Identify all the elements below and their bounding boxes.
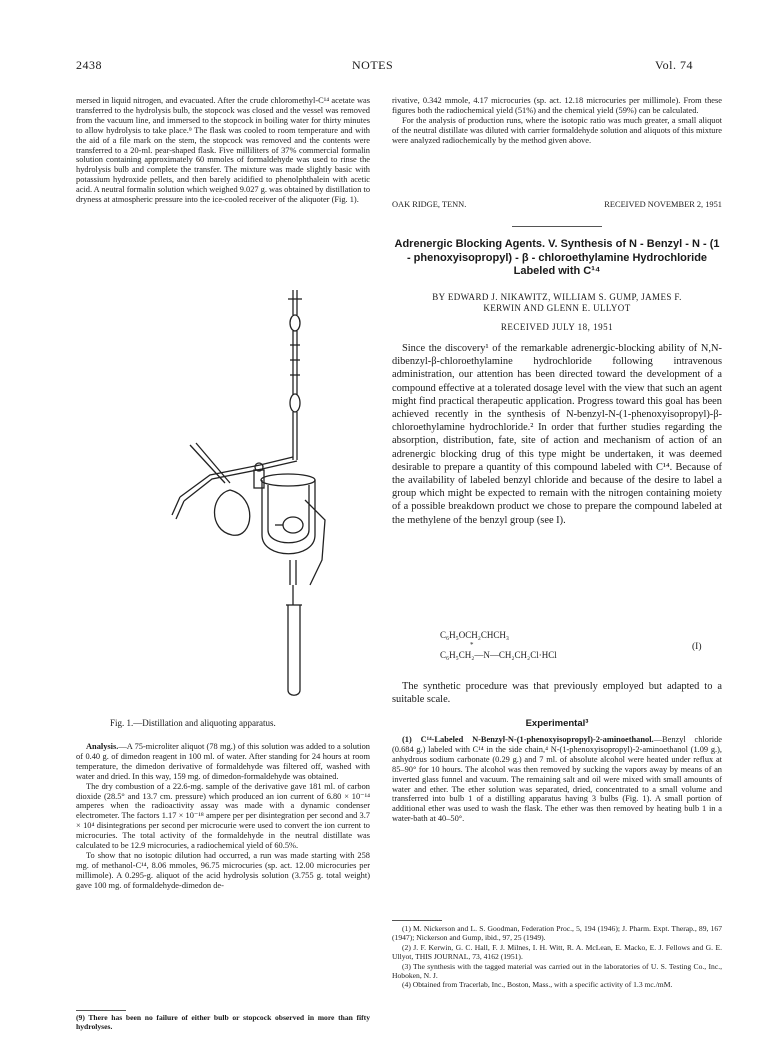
formula-line-2: C₆H₅CH₂—N—CH₂CH₂Cl·HCl xyxy=(440,650,557,660)
footnote: (1) M. Nickerson and L. S. Goodman, Federation Proc., 5, 194 (1946); J. Pharm. Expt. Therap., 89, 167 (1947); Nickerson and Gump, ibid., 97, 25 (1949). xyxy=(392,924,722,943)
figure-caption: Fig. 1.—Distillation and aliquoting apparatus. xyxy=(110,718,276,728)
article-received: RECEIVED JULY 18, 1951 xyxy=(500,322,614,332)
apparatus-figure xyxy=(150,285,350,705)
structural-formula xyxy=(440,628,557,662)
right-column-top xyxy=(392,96,722,146)
note-signoff xyxy=(392,200,722,210)
analysis-section xyxy=(76,742,370,891)
paragraph: To show that no isotopic dilution had occurred, a run was made starting with 258 mg. of methanol-C¹⁴, 8.06 mmoles, 96.75 microcuries (sp. act. 12.00 microcuries per millimole). A 0.295-g. aliquot of the acid hydrolysis solution (3.755 g. total weight) gave 100 mg. of formaldehyde-dimedon de- xyxy=(76,850,370,890)
article-title: Adrenergic Blocking Agents. V. Synthesis of N - Benzyl - N - (1 - phenoxyisopropyl) - β - chloroethylamine Hydrochloride Labeled with C¹⁴ xyxy=(394,238,720,277)
analysis-heading: Analysis. xyxy=(86,742,119,751)
page-number: 2438 xyxy=(76,58,102,72)
experiment-heading: (1) C¹⁴-Labeled N-Benzyl-N-(1-phenoxyisopropyl)-2-aminoethanol. xyxy=(402,735,654,744)
footnote-rule xyxy=(76,1010,126,1011)
authors: BY EDWARD J. NIKAWITZ, WILLIAM S. GUMP, JAMES F. KERWIN AND GLENN E. ULLYOT xyxy=(432,292,682,313)
volume-label: Vol. 74 xyxy=(655,58,693,72)
footnote: (4) Obtained from Tracerlab, Inc., Boston, Mass., with a specific activity of 1.3 mc./mM. xyxy=(402,980,673,990)
paragraph: mersed in liquid nitrogen, and evacuated. After the crude chloromethyl-C¹⁴ acetate was transferred to the hydrolysis bulb, the stopcock was closed and the vessel was removed from the vacuum line, and immersed to the stopcock in boiling water for thirty minutes to allow hydrolysis to take place.⁹ The flask was cooled to room temperature and with the aid of a file mark on the stem, the stopcock was removed and the contents were transferred to a 20-ml. pear-shaped flask. Five milliliters of 37% commercial formalin solution containing approximately 60 mmoles of formaldehyde was used to rinse the hydrolysis bulb and complete the transfer. The mixture was made slightly basic with potassium hydroxide pellets, and then barely acidified to phenolphthalein with acetic acid. A neutral formalin solution which weighed 9.027 g. was obtained by distillation to dryness at atmospheric pressure into the ice-cooled receiver of the aliquoter (Fig. 1). xyxy=(76,96,371,205)
footnotes xyxy=(392,924,722,990)
formula-line-1: C₆H₅OCH₂CHCH₃ xyxy=(440,630,510,640)
footnote: (2) J. F. Kerwin, G. C. Hall, F. J. Milnes, I. H. Witt, R. A. McLean, E. Macko, E. J. Fellows and G. E. Ullyot, THIS JOURNAL, 73, 4162 (1951). xyxy=(392,942,722,962)
experimental-heading: Experimental³ xyxy=(525,718,589,729)
footnote-rule xyxy=(392,920,442,921)
footnote: (3) The synthesis with the tagged material was carried out in the laboratories of U. S. Testing Co., Inc., Hoboken, N. J. xyxy=(392,961,722,981)
equation-number: (I) xyxy=(692,642,702,652)
experimental-text: (1) C¹⁴-Labeled N-Benzyl-N-(1-phenoxyisopropyl)-2-aminoethanol.—Benzyl chloride (0.684 g.) labeled with C¹⁴ in the side chain,⁴ N-(1-phenoxyisopropyl)-2-aminoethanol (1.09 g.), anhydrous sodium carbonate (0.29 g.) and 7 ml. of absolute alcohol were heated under reflux at 85–90° for 10 hours. The alcohol was then removed by sucking the vapors away by means of an inverted glass funnel and vacuum. The remaining salt and oil were mixed with small amounts of water and ether. The ether solution was separated, dried, concentrated to a small volume and transferred into bulb 1 of a distilling apparatus having 3 bulbs (Fig. 1). A small portion of additional ether was used to wash the flask. The ether was then removed by heating bulb 1 in a water-bath at 40–50°. xyxy=(392,735,722,824)
analysis-paragraph: Analysis.—A 75-microliter aliquot (78 mg.) of this solution was added to a solution of 0.40 g. of dimedon reagent in 100 ml. of water. After standing for 24 hours at room temperature, the dimedon derivative of formaldehyde was filtered off, washed with water and dried. In this way, 159 mg. of dimedon-formaldehyde was obtained. xyxy=(76,742,370,781)
introduction: Since the discovery¹ of the remarkable adrenergic-blocking ability of N,N-dibenzyl-β-chloroethylamine hydrochloride following intravenous administration, our attention has been directed toward the development of a compound effective at a tolerated dosage level with the view that such an agent might find practical therapeutic application. Progress toward this goal has been achieved recently in the synthesis of N-benzyl-N-(1-phenoxyisopropyl)-β-chloroethylamine hydrochloride.² In order that further studies regarding the absorption, distribution, fate, site of action and mechanism of action of an adrenergic blocking drug of this type might be undertaken, it was deemed desirable to prepare a quantity of this compound labeled with C¹⁴. Because of the availability of labeled benzyl chloride and because of the desire to label a group which might be expected to remain with the nitrogen containing moiety of a possible breakdown product we chose to prepare the compound labeled at the methylene of the benzyl group (see I). xyxy=(392,343,722,526)
received-date: RECEIVED NOVEMBER 2, 1951 xyxy=(604,200,722,209)
divider xyxy=(512,226,602,227)
left-column-top xyxy=(76,96,370,205)
paragraph: The dry combustion of a 22.6-mg. sample of the derivative gave 181 ml. of carbon dioxide (28.5° and 13.7 cm. pressure) which produced an ion current of 6.80 × 10⁻¹⁴ amperes when the radioactivity assay was made with a dynamic condenser electrometer. The factors 1.17 × 10⁻¹⁸ ampere per per disintegration per second and 3.7 × 10⁴ disintegrations per second per microcurie were used to convert the ion current to microcuries. The total activity of the formaldehyde in the neutral distillate was calculated to be 12.9 microcuries, a radiochemical yield of 60.5%. xyxy=(76,781,370,851)
paragraph: For the analysis of production runs, where the isotopic ratio was much greater, a small aliquot of the neutral distillate was diluted with carrier formaldehyde solution and aliquots of this mixture were analyzed radiochemically by the method given above. xyxy=(392,115,722,145)
location: OAK RIDGE, TENN. xyxy=(392,200,467,209)
procedure-note: The synthetic procedure was that previously employed but adapted to a suitable scale. xyxy=(392,681,722,706)
paragraph: rivative, 0.342 mmole, 4.17 microcuries (sp. act. 12.18 microcuries per millimole). From these figures both the radiochemical yield (51%) and the chemical yield (59%) can be calculated. xyxy=(392,96,722,115)
running-head: NOTES xyxy=(352,58,394,72)
footnote-9: (9) There has been no failure of either bulb or stopcock observed in more than fifty hydrolyses. xyxy=(76,1013,370,1032)
label-star: * xyxy=(470,641,474,649)
